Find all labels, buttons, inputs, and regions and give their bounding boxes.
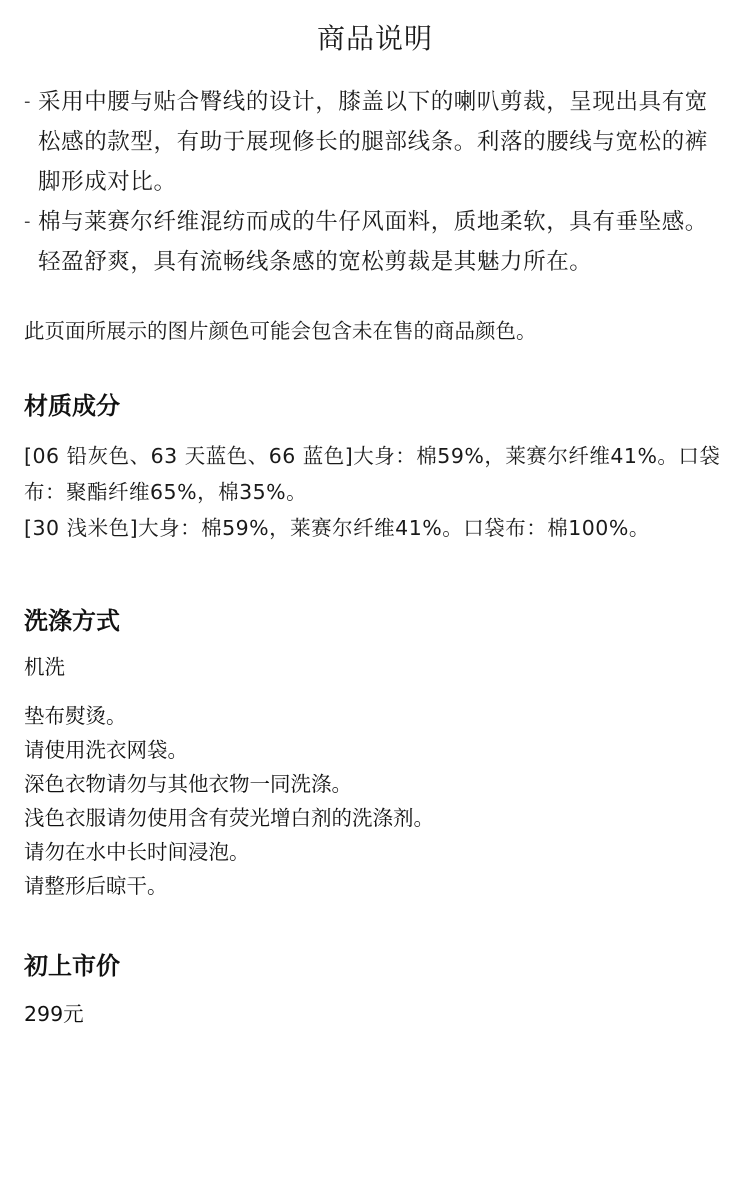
launch-price: 299元 [24, 1002, 84, 1026]
washing-instruction: 深色衣物请勿与其他衣物一同洗涤。 [24, 772, 352, 796]
material-section [24, 391, 726, 546]
washing-heading: 洗涤方式 [24, 607, 120, 635]
material-body [24, 438, 726, 546]
price-heading: 初上市价 [24, 952, 120, 980]
feature-text: 棉与莱赛尔纤维混纺而成的牛仔风面料，质地柔软，具有垂坠感。轻盈舒爽，具有流畅线条感的宽松剪裁是其魅力所在。 [38, 209, 708, 275]
material-line: [06 铅灰色、63 天蓝色、66 蓝色]大身：棉59%，莱赛尔纤维41%。口袋布：聚酯纤维65%，棉35%。 [24, 444, 721, 504]
washing-instruction: 请整形后晾干。 [24, 874, 168, 898]
washing-section [24, 606, 726, 903]
washing-instruction: 请使用洗衣网袋。 [24, 738, 188, 762]
washing-instruction: 垫布熨烫。 [24, 704, 127, 728]
washing-instruction: 浅色衣服请勿使用含有荧光增白剂的洗涤剂。 [24, 806, 434, 830]
bullet-marker: - [24, 91, 32, 112]
price-section [24, 951, 726, 1029]
bullet-marker: - [24, 211, 32, 232]
washing-instruction: 请勿在水中长时间浸泡。 [24, 840, 250, 864]
color-disclaimer: 此页面所展示的图片颜色可能会包含未在售的商品颜色。 [24, 319, 537, 343]
feature-item [24, 82, 726, 202]
feature-text: 采用中腰与贴合臀线的设计，膝盖以下的喇叭剪裁，呈现出具有宽松感的款型，有助于展现修长的腿部线条。利落的腰线与宽松的裤脚形成对比。 [38, 89, 708, 195]
washing-mode: 机洗 [24, 655, 65, 679]
material-heading: 材质成分 [24, 392, 120, 420]
material-line: [30 浅米色]大身：棉59%，莱赛尔纤维41%。口袋布：棉100%。 [24, 516, 650, 540]
feature-item [24, 202, 726, 282]
feature-list [24, 82, 726, 282]
page-title: 商品说明 [316, 22, 433, 55]
washing-instructions [24, 699, 726, 903]
